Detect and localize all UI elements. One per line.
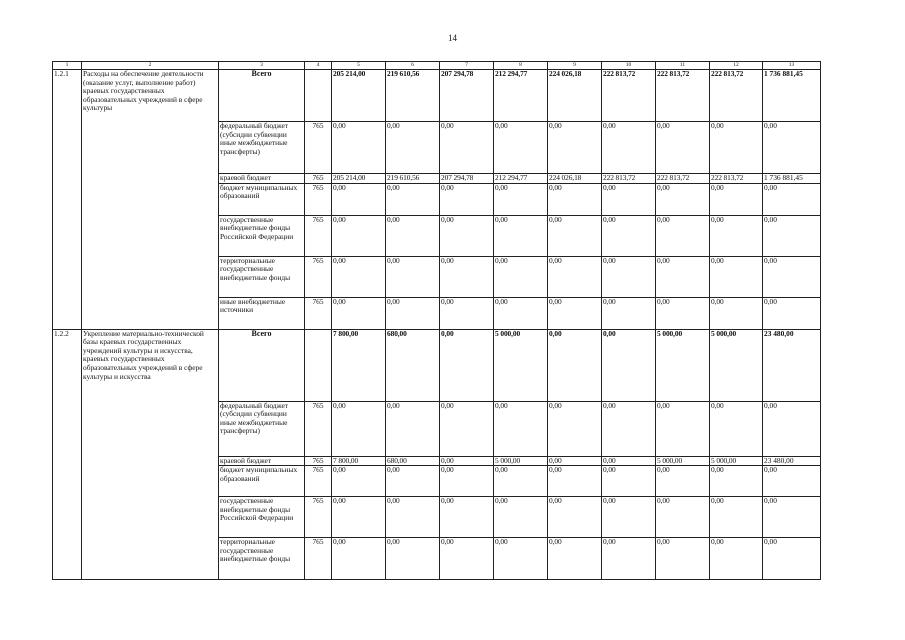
- funding-source: иные внебюджетные источники: [219, 297, 305, 329]
- year-value: 0,00: [656, 122, 710, 174]
- item-code: 1.2.1: [53, 70, 82, 330]
- year-value: 5 000,00: [494, 456, 548, 466]
- kbk-code: 765: [305, 122, 332, 174]
- kbk-code: 765: [305, 174, 332, 184]
- year-value: 0,00: [494, 297, 548, 329]
- total-value: 23 480,00: [763, 456, 821, 466]
- total-value: 0,00: [763, 466, 821, 497]
- year-value: 0,00: [440, 466, 494, 497]
- year-value: 0,00: [548, 256, 602, 297]
- year-value: 0,00: [656, 183, 710, 215]
- year-value: 0,00: [602, 466, 656, 497]
- total-value: 0,00: [763, 538, 821, 580]
- year-value: 0,00: [494, 538, 548, 580]
- year-value: 207 294,78: [440, 174, 494, 184]
- year-value: 0,00: [548, 466, 602, 497]
- year-value: 0,00: [386, 122, 440, 174]
- year-value: 0,00: [602, 256, 656, 297]
- kbk-code: 765: [305, 401, 332, 456]
- year-value: 222 813,72: [656, 174, 710, 184]
- year-value: 0,00: [386, 401, 440, 456]
- year-value: 0,00: [440, 456, 494, 466]
- item-title: Расходы на обеспечение деятельности (оказание услуг, выполнение работ) краевых государственных образовательных учреждений в сфере культуры: [82, 70, 219, 330]
- year-value: 0,00: [548, 538, 602, 580]
- year-value: 0,00: [548, 297, 602, 329]
- funding-source: государственные внебюджетные фонды Российской Федерации: [219, 215, 305, 256]
- year-value: 0,00: [494, 122, 548, 174]
- year-value: 0,00: [602, 215, 656, 256]
- funding-source: краевой бюджет: [219, 174, 305, 184]
- kbk-code: 765: [305, 215, 332, 256]
- header-cell: 10: [602, 62, 656, 70]
- year-value: 0,00: [548, 122, 602, 174]
- kbk-code: 765: [305, 183, 332, 215]
- year-value: 0,00: [656, 401, 710, 456]
- year-value: 680,00: [386, 329, 440, 401]
- funding-source: территориальные государственные внебюджетные фонды: [219, 538, 305, 580]
- header-cell: 3: [219, 62, 305, 70]
- year-value: 0,00: [656, 497, 710, 538]
- funding-source: Всего: [219, 329, 305, 401]
- year-value: 222 813,72: [602, 174, 656, 184]
- year-value: 0,00: [332, 497, 386, 538]
- year-value: 0,00: [548, 497, 602, 538]
- table-row: [53, 329, 821, 401]
- year-value: 0,00: [332, 122, 386, 174]
- header-cell: 11: [656, 62, 710, 70]
- year-value: 0,00: [656, 297, 710, 329]
- header-cell: 13: [763, 62, 821, 70]
- year-value: 212 294,77: [494, 174, 548, 184]
- kbk-code: 765: [305, 456, 332, 466]
- header-cell: 8: [494, 62, 548, 70]
- year-value: 205 214,00: [332, 70, 386, 122]
- funding-source: федеральный бюджет (субсидии субвенции иные межбюджетные трансферты): [219, 122, 305, 174]
- year-value: 0,00: [494, 466, 548, 497]
- year-value: 7 800,00: [332, 329, 386, 401]
- total-value: 23 480,00: [763, 329, 821, 401]
- year-value: 224 026,18: [548, 174, 602, 184]
- funding-source: бюджет муниципальных образований: [219, 183, 305, 215]
- year-value: 0,00: [548, 215, 602, 256]
- year-value: 0,00: [710, 183, 763, 215]
- year-value: 0,00: [710, 215, 763, 256]
- year-value: 0,00: [548, 401, 602, 456]
- year-value: 0,00: [440, 183, 494, 215]
- year-value: 0,00: [494, 256, 548, 297]
- year-value: 0,00: [602, 297, 656, 329]
- year-value: 5 000,00: [656, 456, 710, 466]
- funding-source: Всего: [219, 70, 305, 122]
- year-value: 0,00: [602, 456, 656, 466]
- year-value: 0,00: [494, 401, 548, 456]
- budget-table: [52, 61, 821, 580]
- year-value: 5 000,00: [710, 456, 763, 466]
- year-value: 0,00: [332, 256, 386, 297]
- funding-source: бюджет муниципальных образований: [219, 466, 305, 497]
- page-number: 14: [448, 33, 457, 43]
- total-value: 0,00: [763, 215, 821, 256]
- year-value: 0,00: [386, 297, 440, 329]
- total-value: 1 736 881,45: [763, 174, 821, 184]
- header-cell: 4: [305, 62, 332, 70]
- header-cell: 7: [440, 62, 494, 70]
- funding-source: территориальные государственные внебюджетные фонды: [219, 256, 305, 297]
- year-value: 0,00: [494, 183, 548, 215]
- year-value: 0,00: [440, 256, 494, 297]
- year-value: 222 813,72: [656, 70, 710, 122]
- year-value: 7 800,00: [332, 456, 386, 466]
- year-value: 0,00: [548, 329, 602, 401]
- year-value: 0,00: [386, 497, 440, 538]
- table-body: [53, 62, 821, 580]
- year-value: 0,00: [710, 256, 763, 297]
- year-value: 219 610,56: [386, 70, 440, 122]
- year-value: 0,00: [332, 538, 386, 580]
- header-cell: 2: [82, 62, 219, 70]
- year-value: 0,00: [494, 215, 548, 256]
- year-value: 0,00: [602, 183, 656, 215]
- year-value: 0,00: [440, 329, 494, 401]
- total-value: 0,00: [763, 122, 821, 174]
- year-value: 0,00: [440, 215, 494, 256]
- year-value: 0,00: [332, 183, 386, 215]
- kbk-code: 765: [305, 256, 332, 297]
- kbk-code: 765: [305, 297, 332, 329]
- year-value: 212 294,77: [494, 70, 548, 122]
- year-value: 0,00: [710, 497, 763, 538]
- year-value: 0,00: [332, 466, 386, 497]
- funding-source: краевой бюджет: [219, 456, 305, 466]
- year-value: 0,00: [332, 215, 386, 256]
- year-value: 0,00: [656, 215, 710, 256]
- year-value: 222 813,72: [710, 70, 763, 122]
- year-value: 0,00: [602, 497, 656, 538]
- total-value: 0,00: [763, 497, 821, 538]
- header-cell: 6: [386, 62, 440, 70]
- year-value: 0,00: [656, 256, 710, 297]
- year-value: 5 000,00: [494, 329, 548, 401]
- year-value: 205 214,00: [332, 174, 386, 184]
- year-value: 0,00: [386, 183, 440, 215]
- funding-source: федеральный бюджет (субсидии субвенции иные межбюджетные трансферты): [219, 401, 305, 456]
- year-value: 0,00: [440, 497, 494, 538]
- year-value: 0,00: [710, 466, 763, 497]
- year-value: 0,00: [656, 538, 710, 580]
- total-value: 0,00: [763, 401, 821, 456]
- total-value: 0,00: [763, 256, 821, 297]
- header-cell: 12: [710, 62, 763, 70]
- kbk-code: [305, 329, 332, 401]
- item-code: 1.2.2: [53, 329, 82, 580]
- year-value: 680,00: [386, 456, 440, 466]
- year-value: 0,00: [548, 456, 602, 466]
- table-row: [53, 70, 821, 122]
- header-cell: 9: [548, 62, 602, 70]
- year-value: 0,00: [602, 329, 656, 401]
- year-value: 0,00: [332, 401, 386, 456]
- year-value: 0,00: [710, 538, 763, 580]
- year-value: 0,00: [494, 497, 548, 538]
- header-row: [53, 62, 821, 70]
- total-value: 0,00: [763, 183, 821, 215]
- header-cell: 1: [53, 62, 82, 70]
- kbk-code: 765: [305, 538, 332, 580]
- year-value: 222 813,72: [710, 174, 763, 184]
- total-value: 1 736 881,45: [763, 70, 821, 122]
- year-value: 5 000,00: [656, 329, 710, 401]
- year-value: 0,00: [440, 122, 494, 174]
- year-value: 0,00: [440, 401, 494, 456]
- year-value: 219 610,56: [386, 174, 440, 184]
- total-value: 0,00: [763, 297, 821, 329]
- year-value: 0,00: [602, 538, 656, 580]
- funding-source: государственные внебюджетные фонды Российской Федерации: [219, 497, 305, 538]
- header-cell: 5: [332, 62, 386, 70]
- year-value: 0,00: [710, 401, 763, 456]
- year-value: 0,00: [656, 466, 710, 497]
- year-value: 0,00: [602, 122, 656, 174]
- item-title: Укрепление материально-технической базы краевых государственных учреждений культуры и искусства, краевых государственных образовательных учреждений в сфере культуры и искусства: [82, 329, 219, 580]
- year-value: 0,00: [710, 297, 763, 329]
- year-value: 0,00: [386, 215, 440, 256]
- year-value: 0,00: [602, 401, 656, 456]
- year-value: 222 813,72: [602, 70, 656, 122]
- year-value: 0,00: [332, 297, 386, 329]
- year-value: 224 026,18: [548, 70, 602, 122]
- year-value: 0,00: [548, 183, 602, 215]
- kbk-code: 765: [305, 466, 332, 497]
- year-value: 0,00: [440, 297, 494, 329]
- year-value: 0,00: [386, 538, 440, 580]
- year-value: 207 294,78: [440, 70, 494, 122]
- year-value: 0,00: [440, 538, 494, 580]
- kbk-code: 765: [305, 497, 332, 538]
- kbk-code: [305, 70, 332, 122]
- year-value: 5 000,00: [710, 329, 763, 401]
- year-value: 0,00: [386, 466, 440, 497]
- year-value: 0,00: [386, 256, 440, 297]
- year-value: 0,00: [710, 122, 763, 174]
